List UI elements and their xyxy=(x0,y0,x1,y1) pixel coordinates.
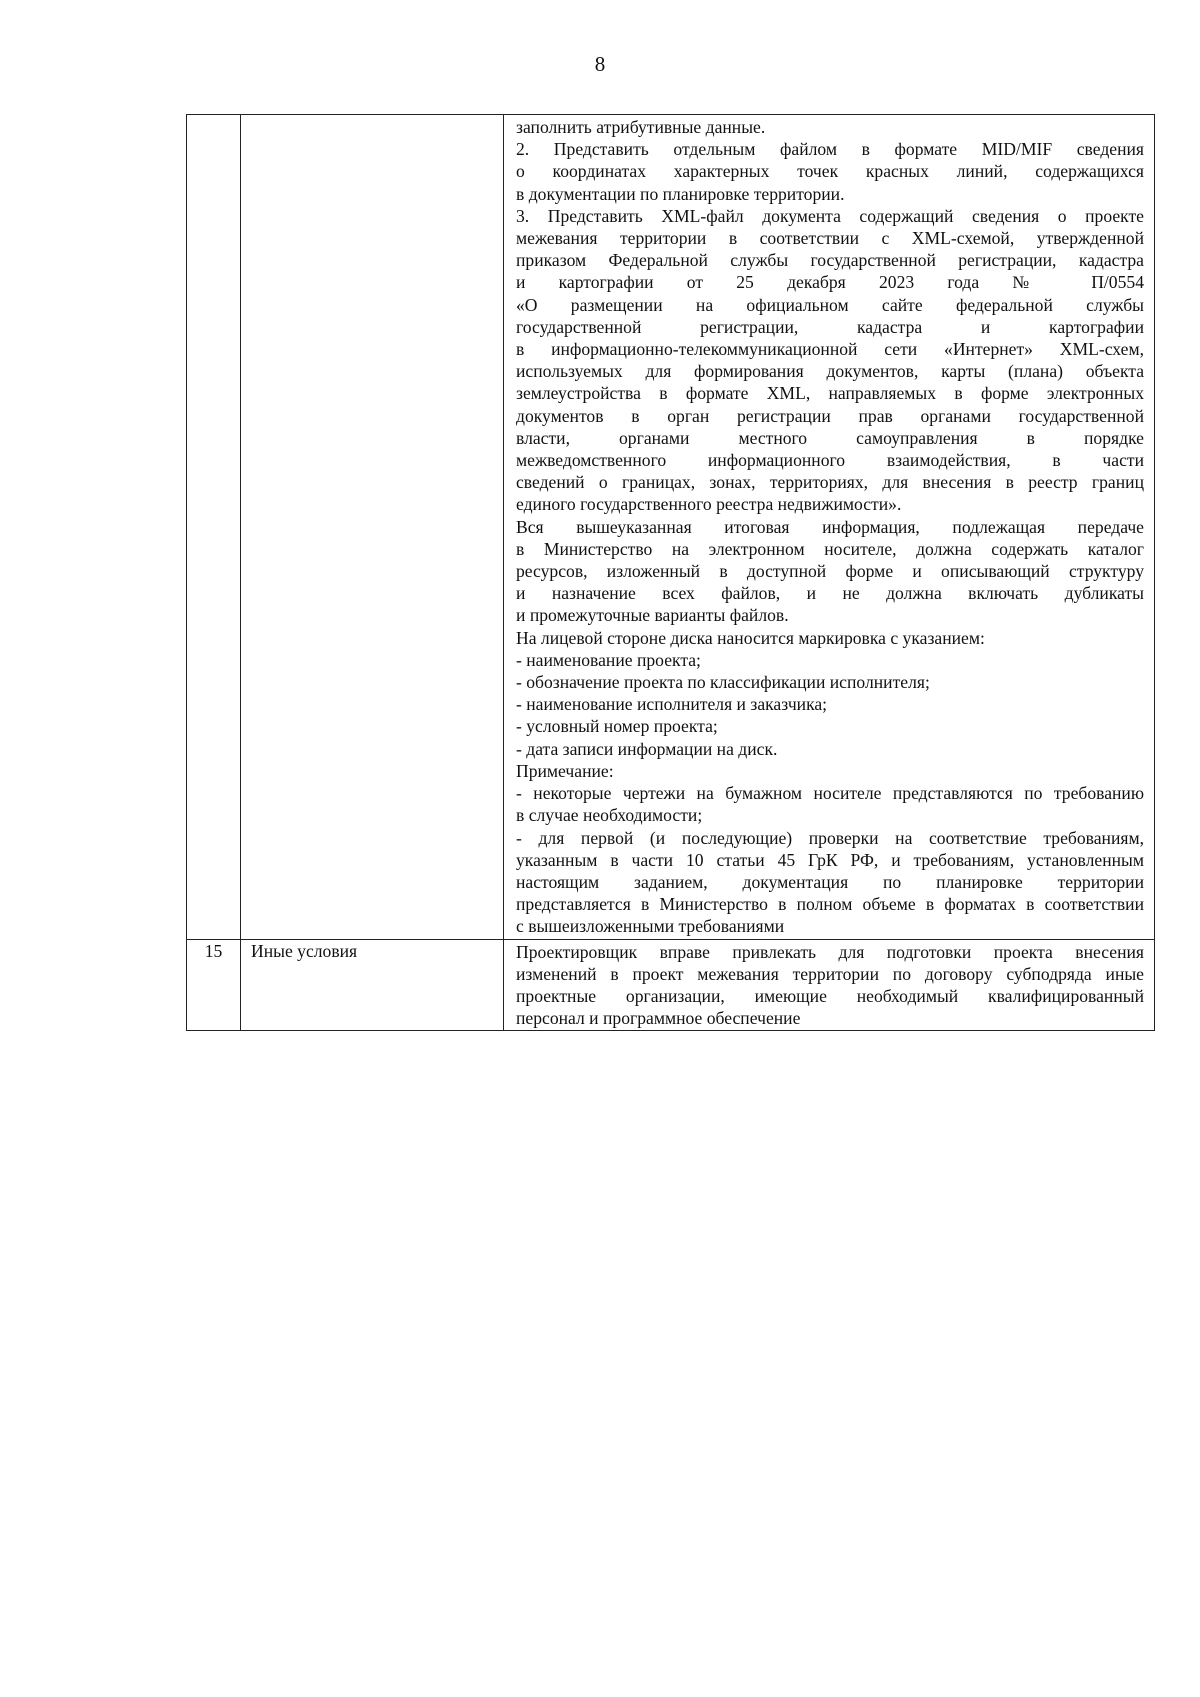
table-row xyxy=(187,115,1155,940)
row-number-cell: 15 xyxy=(187,939,241,1031)
content-line: власти, органами местного самоуправления в порядке xyxy=(516,427,1144,448)
content-line: На лицевой стороне диска наносится маркировка с указанием: xyxy=(516,627,985,648)
table-row xyxy=(187,939,1155,1031)
content-line: 2. Представить отдельным файлом в формате MID/MIF сведения xyxy=(516,139,1144,160)
content-line: проектные организации, имеющие необходимый квалифицированный xyxy=(516,985,1144,1006)
content-line: - наименование исполнителя и заказчика; xyxy=(516,694,828,715)
page-number: 8 xyxy=(594,52,606,76)
content-line: с вышеизложенными требованиями xyxy=(516,916,785,937)
content-line: в случае необходимости; xyxy=(516,805,703,826)
content-line: заполнить атрибутивные данные. xyxy=(516,117,766,137)
table-body xyxy=(187,115,1155,1031)
content-line: - условный номер проекта; xyxy=(516,716,718,737)
content-line: «О размещении на официальном сайте федеральной службы xyxy=(516,294,1144,315)
content-line: в информационно-телекоммуникационной сети «Интернет» XML-схем, xyxy=(516,339,1144,360)
content-line: - некоторые чертежи на бумажном носителе представляются по требованию xyxy=(516,783,1144,804)
content-line: в документации по планировке территории. xyxy=(516,183,845,204)
content-line: сведений о границах, зонах, территориях, для внесения в реестр границ xyxy=(516,472,1144,493)
content-line: и картографии от 25 декабря 2023 года № П/0554 xyxy=(516,272,1144,293)
row-content-cell xyxy=(504,939,1155,1031)
content-line: указанным в части 10 статьи 45 ГрК РФ, и требованиям, установленным xyxy=(516,849,1144,870)
row-content xyxy=(516,115,1144,938)
content-line: Вся вышеуказанная итоговая информация, подлежащая передаче xyxy=(516,516,1144,537)
content-line: Проектировщик вправе привлекать для подготовки проекта внесения xyxy=(516,941,1144,962)
content-line: и назначение всех файлов, и не должна включать дубликаты xyxy=(516,583,1144,604)
content-line: - дата записи информации на диск. xyxy=(516,738,778,759)
content-line: - обозначение проекта по классификации исполнителя; xyxy=(516,672,930,693)
content-line: представляется в Министерство в полном объеме в форматах в соответствии xyxy=(516,894,1144,915)
content-line: и промежуточные варианты файлов. xyxy=(516,605,789,626)
content-line: единого государственного реестра недвижимости». xyxy=(516,494,902,515)
content-line: государственной регистрации, кадастра и картографии xyxy=(516,316,1144,337)
content-line: межведомственного информационного взаимодействия, в части xyxy=(516,450,1144,471)
content-line: Примечание: xyxy=(516,760,614,781)
row-label-cell: Иные условия xyxy=(241,939,504,1031)
content-line: межевания территории в соответствии с XML-схемой, утвержденной xyxy=(516,228,1144,249)
content-line: настоящим заданием, документация по планировке территории xyxy=(516,871,1144,892)
content-line: персонал и программное обеспечение xyxy=(516,1008,801,1029)
content-line: - для первой (и последующие) проверки на соответствие требованиям, xyxy=(516,827,1144,848)
row-label-cell xyxy=(241,115,504,940)
row-content xyxy=(516,940,1144,1030)
row-content-cell xyxy=(504,115,1155,940)
requirements-table xyxy=(186,114,1155,1031)
content-line: о координатах характерных точек красных линий, содержащихся xyxy=(516,161,1144,182)
content-line: 3. Представить XML-файл документа содержащий сведения о проекте xyxy=(516,205,1144,226)
content-line: используемых для формирования документов, карты (плана) объекта xyxy=(516,361,1144,382)
content-line: землеустройства в формате XML, направляемых в форме электронных xyxy=(516,383,1144,404)
content-line: приказом Федеральной службы государственной регистрации, кадастра xyxy=(516,250,1144,271)
content-line: ресурсов, изложенный в доступной форме и описывающий структуру xyxy=(516,561,1144,582)
content-line: - наименование проекта; xyxy=(516,649,701,670)
row-number-cell xyxy=(187,115,241,940)
content-line: документов в орган регистрации прав органами государственной xyxy=(516,405,1144,426)
content-line: в Министерство на электронном носителе, должна содержать каталог xyxy=(516,538,1144,559)
content-line: изменений в проект межевания территории по договору субподряда иные xyxy=(516,963,1144,984)
